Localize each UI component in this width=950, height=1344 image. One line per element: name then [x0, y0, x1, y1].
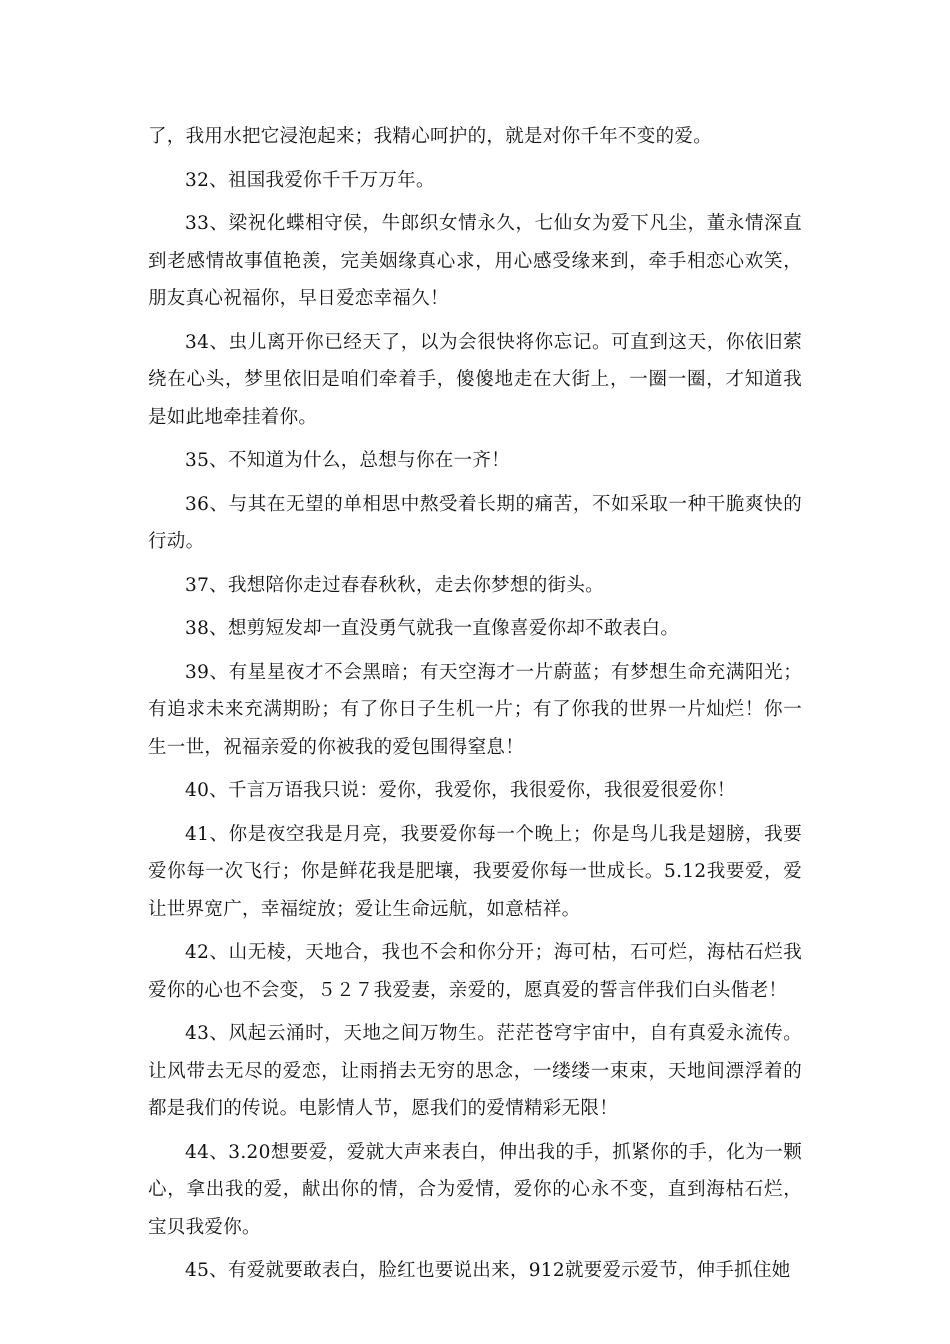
- paragraph-continued: 了，我用水把它浸泡起来；我精心呵护的，就是对你千年不变的爱。: [148, 126, 713, 147]
- paragraph-39: 39、有星星夜才不会黑暗；有天空海才一片蔚蓝；有梦想生命充满阳光；有追求未来充满期盼；有了你日子生机一片；有了你我的世界一片灿烂！你一生一世，祝福亲爱的你被我的爱包围得窒息！: [148, 661, 802, 758]
- paragraph-41: 41、你是夜空我是月亮，我要爱你每一个晚上；你是鸟儿我是翅膀，我要爱你每一次飞行；你是鲜花我是肥壤，我要爱你每一世成长。5.12我要爱，爱让世界宽广，幸福绽放；爱让生命远航，如意桔祥。: [148, 823, 802, 920]
- paragraph-44: 44、3.20想要爱，爱就大声来表白，伸出我的手，抓紧你的手，化为一颗心，拿出我的爱，献出你的情，合为爱情，爱你的心永不变，直到海枯石烂，宝贝我爱你。: [148, 1141, 802, 1238]
- paragraph-42: 42、山无棱，天地合，我也不会和你分开；海可枯，石可烂，海枯石烂我爱你的心也不会变，５２７我爱妻，亲爱的，愿真爱的誓言伴我们白头偕老！: [148, 942, 802, 1001]
- document-body: [148, 118, 802, 1296]
- paragraph-34: 34、虫儿离开你已经天了，以为会很快将你忘记。可直到这天，你依旧萦绕在心头，梦里依旧是咱们牵着手，傻傻地走在大街上，一圈一圈，才知道我是如此地牵挂着你。: [148, 331, 802, 428]
- paragraph-38: 38、想剪短发却一直没勇气就我一直像喜爱你却不敢表白。: [185, 618, 680, 639]
- paragraph-43: 43、风起云涌时，天地之间万物生。茫茫苍穹宇宙中，自有真爱永流传。让风带去无尽的爱恋，让雨捎去无穷的思念，一缕缕一束束，天地间漂浮着的都是我们的传说。电影情人节，愿我们的爱情精彩无限！: [148, 1023, 802, 1119]
- paragraph-40: 40、千言万语我只说：爱你，我爱你，我很爱你，我很爱很爱你！: [185, 780, 736, 801]
- paragraph-35: 35、不知道为什么，总想与你在一齐！: [185, 450, 510, 471]
- paragraph-32: 32、祖国我爱你千千万万年。: [185, 169, 435, 191]
- paragraph-37: 37、我想陪你走过春春秋秋，走去你梦想的街头。: [185, 574, 604, 596]
- paragraph-45: 45、有爱就要敢表白，脸红也要说出来，912就要爱示爱节，伸手抓住她: [185, 1260, 791, 1281]
- paragraph-36: 36、与其在无望的单相思中熬受着长期的痛苦，不如采取一种干脆爽快的行动。: [148, 493, 802, 552]
- paragraph-33: 33、梁祝化蝶相守侯，牛郎织女情永久，七仙女为爱下凡尘，董永情深直到老感情故事值艳羡，完美姻缘真心求，用心感受缘来到，牵手相恋心欢笑，朋友真心祝福你，早日爱恋幸福久！: [148, 213, 802, 309]
